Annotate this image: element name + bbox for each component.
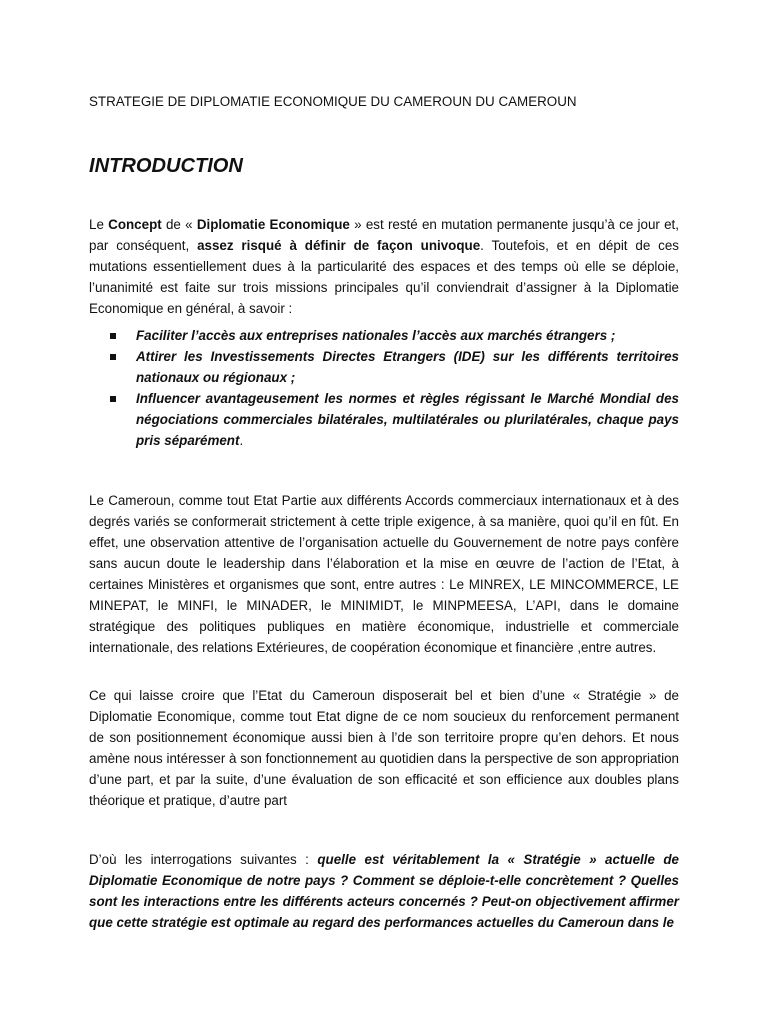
questions-text: quelle est véritablement la « Stratégie » actuelle de Diplomatie Economique de notre pays ? Comment se déploie-t-elle concrètement ? Quelles sont les interactions entre les différents acteurs concernés ? Peut-on objectivement affirmer que cette stratégie est optimale au regard des performances actuelles du Cameroun dans le (89, 852, 680, 930)
intro-bold-diplomatie: Diplomatie Economique (196, 217, 350, 232)
intro-text-1: Le (89, 217, 109, 232)
intro-text-2: de « (161, 217, 197, 232)
intro-bold-concept: Concept (108, 217, 162, 232)
paragraph-cameroun: Le Cameroun, comme tout Etat Partie aux différents Accords commerciaux internationaux et à des degrés variés se conformerait strictement à cette triple exigence, à sa manière, quoi qu’il en fût. En effet, une observation attentive de l’organisation actuelle du Gouvernement de notre pays confère sans aucun doute le leadership dans l’élaboration et la mise en œuvre de l’action de l’Etat, à certaines Ministères et organismes que sont, entre autres : Le MINREX, LE MINCOMMERCE, LE MINEPAT, le MINFI, le MINADER, le MINIMIDT, le MINPMEESA, L’API, dans le domaine stratégique des politiques publiques en matière économique, industrielle et commerciale internationale, des relations Extérieures, de coopération économique et financière ,entre autres. (89, 493, 679, 655)
square-bullet-icon (110, 396, 116, 402)
square-bullet-icon (110, 333, 116, 339)
intro-text-3: » est resté en mutation permanente jusqu’à ce jour et, par conséquent, (89, 217, 679, 253)
list-item-end: . (239, 433, 244, 448)
paragraph-strategie: Ce qui laisse croire que l’Etat du Cameroun disposerait bel et bien d’une « Stratégie » de Diplomatie Economique, comme tout Etat digne de ce nom soucieux du renforcement permanent de son positionnement économique aussi bien à l’de son territoire propre qu’en dehors. Et nous amène nous intéresser à son fonctionnement au quotidien dans la perspective de son appropriation d’une part, et par la suite, d’une évaluation de son efficacité et son efficience aux doubles plans théorique et pratique, d’autre part (89, 688, 679, 808)
intro-paragraph (89, 214, 679, 319)
paragraph-questions (89, 849, 679, 933)
intro-text-4: . Toutefois, et en dépit de ces mutations essentiellement dues à la particularité des espaces et des temps où elle se déploie, l’unanimité est faite sur trois missions principales qu’il conviendrait d’assigner à la Diplomatie Economique en général, à savoir : (89, 238, 679, 316)
list-item (89, 388, 679, 451)
list-item-text: Attirer les Investissements Directes Etrangers (IDE) sur les différents territoires nationaux ou régionaux ; (136, 349, 679, 385)
questions-lead: D’où les interrogations suivantes : (89, 852, 318, 867)
section-heading: INTRODUCTION (89, 155, 243, 177)
square-bullet-icon (110, 354, 116, 360)
list-item-text: Faciliter l’accès aux entreprises nationales l’accès aux marchés étrangers ; (136, 328, 616, 343)
list-item-text: Influencer avantageusement les normes et règles régissant le Marché Mondial des négociations commerciales bilatérales, multilatérales ou plurilatérales, chaque pays pris séparément (136, 391, 679, 448)
list-item (89, 325, 679, 346)
missions-list (89, 325, 679, 451)
intro-bold-risque: assez risqué à définir de façon univoque (197, 238, 481, 253)
list-item (89, 346, 679, 388)
document-title: STRATEGIE DE DIPLOMATIE ECONOMIQUE DU CAMEROUN DU CAMEROUN (89, 94, 577, 109)
